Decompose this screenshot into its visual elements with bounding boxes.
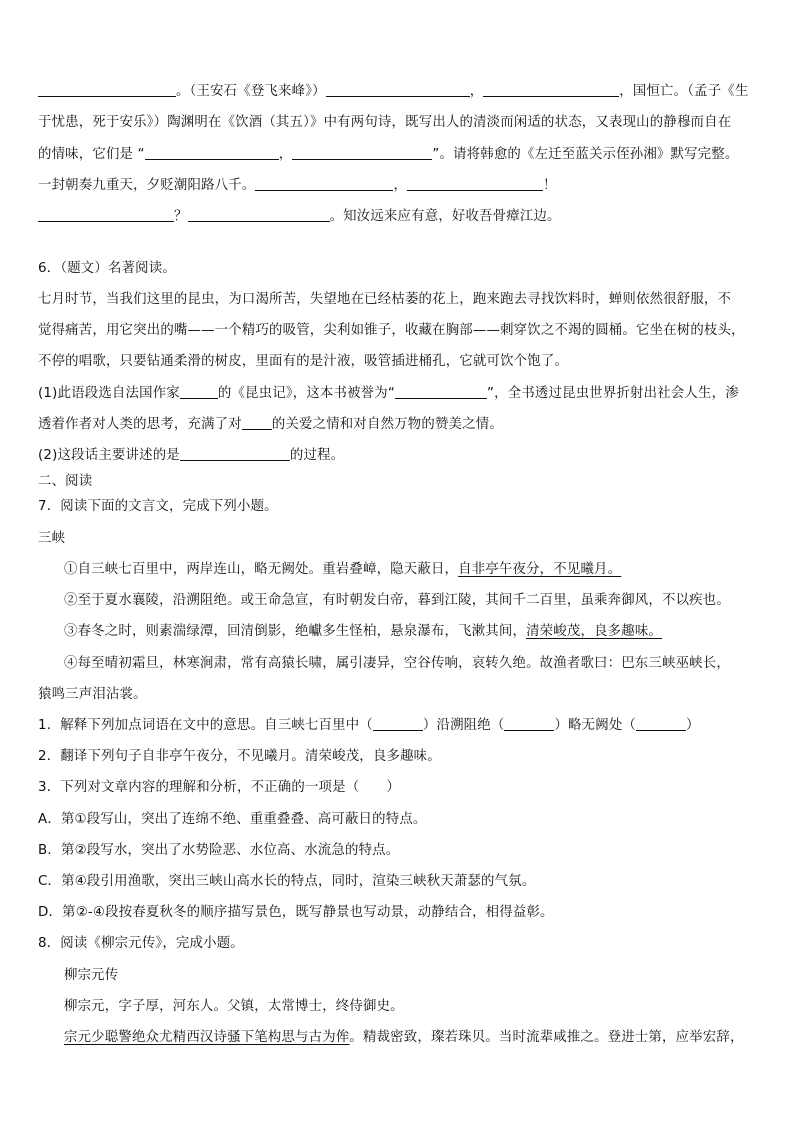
answer-blank[interactable] [292,146,432,160]
answer-blank[interactable] [242,416,272,430]
classical-paragraph: ③春冬之时，则素湍绿潭，回清倒影，绝巘多生怪柏，悬泉瀑布，飞漱其间，清荣峻茂，良多趣味。 [64,624,662,639]
q5-line-1: 。（王安石《登飞来峰》） ， ，国恒亡。（孟子《生 [38,82,749,102]
answer-blank[interactable] [255,177,393,191]
q8-passage-line: 柳宗元，字子厚，河东人。父镇，太常博士，终侍御史。 [64,999,404,1014]
answer-blank[interactable] [326,83,470,97]
classical-paragraph-cont: 猿鸣三声泪沾裳。 [38,687,147,702]
answer-blank[interactable] [483,83,619,97]
q6-subquestion-2: (2)这段话主要讲述的是 的过程。 [38,448,345,463]
classical-paragraph: ④每至晴初霜旦，林寒涧肃，常有高猿长啸，属引凄异，空谷传响，哀转久绝。故渔者歌曰：巴东三峡巫峡长， [64,656,730,671]
option-a: A．第①段写山，突出了连绵不绝、重重叠叠、高可蔽日的特点。 [38,812,427,827]
q8-passage-line: 宗元少聪警绝众尤精西汉诗骚下笔构思与古为侔。精裁密致，璨若珠贝。当时流辈咸推之。登进士第，应举宏辞， [64,1030,744,1045]
answer-blank[interactable] [180,447,290,461]
q8-title: 8．阅读《柳宗元传》，完成小题。 [38,936,244,951]
poem-title: 三峡 [38,531,66,546]
q7-subquestion-3: 3．下列对文章内容的理解和分析，不正确的一项是（ ） [38,780,401,795]
answer-blank[interactable] [395,385,487,399]
q6-subquestion-1: (1)此语段选自法国作家 的《昆虫记》，这本书被誉为“ ”，全书透过昆虫世界折射出社会人生，渗 [38,386,739,401]
answer-blank[interactable] [504,717,554,731]
answer-blank[interactable] [407,177,543,191]
classical-paragraph: ②至于夏水襄陵，沿溯阻绝。或王命急宣，有时朝发白帝，暮到江陵，其间千二百里，虽乘奔御风，不以疾也。 [64,593,730,608]
q6-passage-line: 七月时节，当我们这里的昆虫，为口渴所苦，失望地在已经枯萎的花上，跑来跑去寻找饮料时，蝉则依然很舒服，不 [38,292,732,307]
q5-line-5: ？ 。知汝远来应有意，好收吾骨瘴江边。 [38,207,561,227]
answer-blank[interactable] [636,717,686,731]
classical-paragraph: ①自三峡七百里中，两岸连山，略无阙处。重岩叠嶂，隐天蔽日，自非亭午夜分，不见曦月。 [64,562,622,577]
q5-line-3: 的情味，它们是 “ ， ”。请将韩愈的《左迁至蓝关示侄孙湘》默写完整。 [38,147,739,162]
q6-passage-line: 觉得痛苦，用它突出的嘴——一个精巧的吸管，尖利如锥子，收藏在胸部——刺穿饮之不竭的圆桶。它坐在树的枝头， [38,323,745,338]
q7-subquestion-2: 2．翻译下列句子自非亭午夜分，不见曦月。清荣峻茂，良多趣味。 [38,749,441,764]
option-d: D．第②-④段按春夏秋冬的顺序描写景色，既写静景也写动景，动静结合，相得益彰。 [38,905,554,920]
q7-subquestion-1: 1．解释下列加点词语在文中的意思。自三峡七百里中（ ）沿溯阻绝（ ）略无阙处（ ） [38,718,700,733]
q7-title: 7．阅读下面的文言文，完成下列小题。 [38,499,278,514]
q8-subtitle: 柳宗元传 [64,968,119,983]
q6-title: 6．（题文）名著阅读。 [38,261,176,276]
option-b: B．第②段写水，突出了水势险恶、水位高、水流急的特点。 [38,843,400,858]
answer-blank[interactable] [373,717,423,731]
q5-line-4: 一封朝奏九重天，夕贬潮阳路八千。 ， ！ [38,178,557,193]
section-heading: 二、阅读 [38,474,93,489]
answer-blank[interactable] [38,208,174,222]
q6-passage-line: 不停的唱歌，只要钻通柔滑的树皮，里面有的是汁液，吸管插进桶孔，它就可饮个饱了。 [38,354,569,369]
answer-blank[interactable] [188,208,330,222]
q6-subquestion-1-cont: 透着作者对人类的思考，充满了对 的关爱之情和对自然万物的赞美之情。 [38,417,503,432]
answer-blank[interactable] [145,146,279,160]
answer-blank[interactable] [180,385,218,399]
option-c: C．第④段引用渔歌，突出三峡山高水长的特点，同时，渲染三峡秋天萧瑟的气氛。 [38,874,536,889]
answer-blank[interactable] [38,83,176,97]
q5-line-2: 于忧患，死于安乐》）陶渊明在《饮酒（其五）》中有两句诗，既写出人的清淡而闲适的状态，又表现山的静穆而自在 [38,115,732,130]
